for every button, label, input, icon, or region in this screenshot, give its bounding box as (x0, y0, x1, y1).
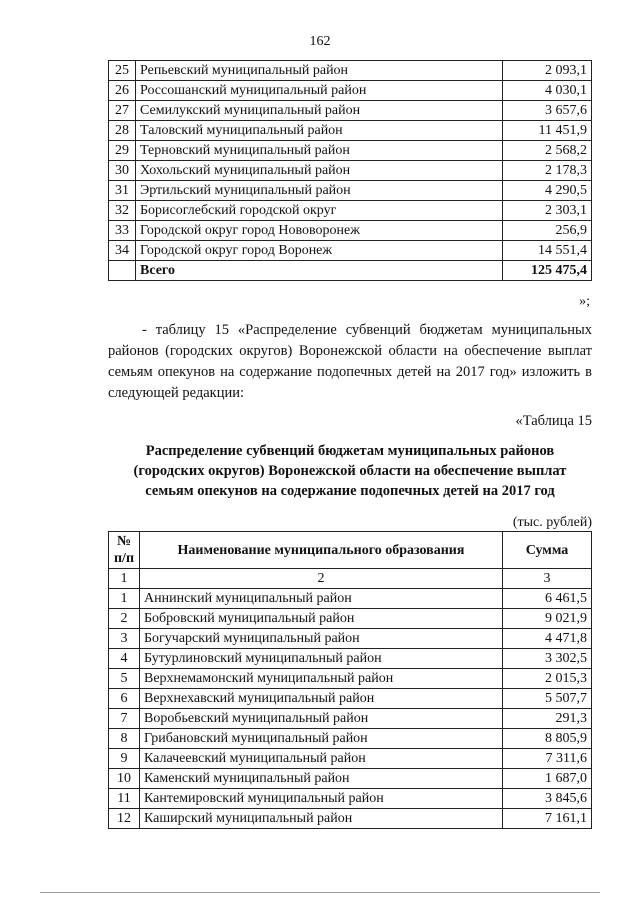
row-sum: 2 015,3 (503, 669, 592, 689)
row-sum: 256,9 (503, 221, 592, 241)
page-number: 162 (309, 34, 331, 49)
table-row (109, 161, 592, 181)
row-name: Бобровский муниципальный район (140, 609, 503, 629)
table-row (109, 221, 592, 241)
row-name: Калачеевский муниципальный район (140, 749, 503, 769)
row-name: Россошанский муниципальный район (136, 81, 503, 101)
row-number: 34 (109, 241, 136, 261)
header-row (109, 532, 592, 569)
row-sum: 2 178,3 (503, 161, 592, 181)
row-number: 8 (109, 729, 140, 749)
subsidy-table-continued (108, 60, 592, 281)
row-sum: 5 507,7 (503, 689, 592, 709)
table-row (109, 201, 592, 221)
table-row (109, 101, 592, 121)
row-name: Кантемировский муниципальный район (140, 789, 503, 809)
header-sum: Сумма (503, 532, 592, 569)
row-name: Эртильский муниципальный район (136, 181, 503, 201)
table-row (109, 241, 592, 261)
page-bottom-rule (40, 892, 600, 893)
row-sum: 7 161,1 (503, 809, 592, 829)
row-sum: 11 451,9 (503, 121, 592, 141)
row-name: Хохольский муниципальный район (136, 161, 503, 181)
column-number: 2 (140, 569, 503, 589)
row-number: 1 (109, 589, 140, 609)
row-number: 29 (109, 141, 136, 161)
row-number: 28 (109, 121, 136, 141)
row-name: Городской округ город Нововоронеж (136, 221, 503, 241)
row-sum: 3 657,6 (503, 101, 592, 121)
row-name: Каменский муниципальный район (140, 769, 503, 789)
header-num: № п/п (109, 532, 140, 569)
row-name: Городской округ город Воронеж (136, 241, 503, 261)
row-sum: 7 311,6 (503, 749, 592, 769)
units-label: (тыс. рублей) (512, 515, 592, 530)
column-number: 1 (109, 569, 140, 589)
row-number: 9 (109, 749, 140, 769)
row-sum: 3 845,6 (503, 789, 592, 809)
row-number: 6 (109, 689, 140, 709)
row-number: 5 (109, 669, 140, 689)
total-label: Всего (136, 261, 503, 281)
table-title (108, 441, 592, 501)
row-sum: 2 568,2 (503, 141, 592, 161)
row-sum: 2 303,1 (503, 201, 592, 221)
table-row (109, 121, 592, 141)
row-name: Каширский муниципальный район (140, 809, 503, 829)
table-row (109, 729, 592, 749)
row-number: 26 (109, 81, 136, 101)
total-num-cell (109, 261, 136, 281)
row-number: 31 (109, 181, 136, 201)
table-row (109, 589, 592, 609)
row-name: Грибановский муниципальный район (140, 729, 503, 749)
subsidy-table (108, 531, 592, 829)
row-name: Таловский муниципальный район (136, 121, 503, 141)
row-number: 25 (109, 61, 136, 81)
row-number: 33 (109, 221, 136, 241)
row-sum: 4 290,5 (503, 181, 592, 201)
table-row (109, 669, 592, 689)
row-name: Репьевский муниципальный район (136, 61, 503, 81)
total-row (109, 261, 592, 281)
table-row (109, 649, 592, 669)
header-name: Наименование муниципального образования (140, 532, 503, 569)
row-sum: 291,3 (503, 709, 592, 729)
table-body (109, 589, 592, 829)
row-number: 4 (109, 649, 140, 669)
row-sum: 14 551,4 (503, 241, 592, 261)
row-sum: 6 461,5 (503, 589, 592, 609)
title-line: семьям опекунов на содержание подопечных детей на 2017 год (145, 483, 555, 499)
table-row (109, 629, 592, 649)
row-name: Богучарский муниципальный район (140, 629, 503, 649)
row-number: 32 (109, 201, 136, 221)
row-number: 2 (109, 609, 140, 629)
row-name: Бутурлиновский муниципальный район (140, 649, 503, 669)
column-number-row (109, 569, 592, 589)
table-row (109, 769, 592, 789)
row-number: 3 (109, 629, 140, 649)
table-row (109, 809, 592, 829)
row-name: Семилукский муниципальный район (136, 101, 503, 121)
row-sum: 9 021,9 (503, 609, 592, 629)
table-row (109, 609, 592, 629)
table-row (109, 81, 592, 101)
table-row (109, 749, 592, 769)
row-sum: 2 093,1 (503, 61, 592, 81)
table-label: «Таблица 15 (515, 413, 592, 429)
row-sum: 1 687,0 (503, 769, 592, 789)
row-number: 11 (109, 789, 140, 809)
title-line: (городских округов) Воронежской области на обеспечение выплат (133, 463, 567, 479)
row-number: 27 (109, 101, 136, 121)
table-row (109, 61, 592, 81)
row-sum: 4 030,1 (503, 81, 592, 101)
total-sum: 125 475,4 (503, 261, 592, 281)
column-number: 3 (503, 569, 592, 589)
row-number: 30 (109, 161, 136, 181)
row-sum: 4 471,8 (503, 629, 592, 649)
table-row (109, 709, 592, 729)
table-row (109, 141, 592, 161)
row-name: Верхнехавский муниципальный район (140, 689, 503, 709)
table-row (109, 181, 592, 201)
row-name: Аннинский муниципальный район (140, 589, 503, 609)
row-number: 10 (109, 769, 140, 789)
table-row (109, 689, 592, 709)
row-name: Верхнемамонский муниципальный район (140, 669, 503, 689)
row-name: Воробьевский муниципальный район (140, 709, 503, 729)
row-name: Борисоглебский городской округ (136, 201, 503, 221)
table-body (109, 61, 592, 261)
row-number: 7 (109, 709, 140, 729)
amendment-paragraph: - таблицу 15 «Распределение субвенций бюджетам муниципальных районов (городских округов) Воронежской области на обеспечение выплат семьям опекунов на содержание подопечных детей на 2017 год» изложить в следующей редакции: (108, 322, 592, 401)
row-name: Терновский муниципальный район (136, 141, 503, 161)
title-line: Распределение субвенций бюджетам муниципальных районов (145, 443, 555, 459)
table-row (109, 789, 592, 809)
row-sum: 3 302,5 (503, 649, 592, 669)
table-end-mark: »; (579, 294, 590, 309)
row-number: 12 (109, 809, 140, 829)
row-sum: 8 805,9 (503, 729, 592, 749)
